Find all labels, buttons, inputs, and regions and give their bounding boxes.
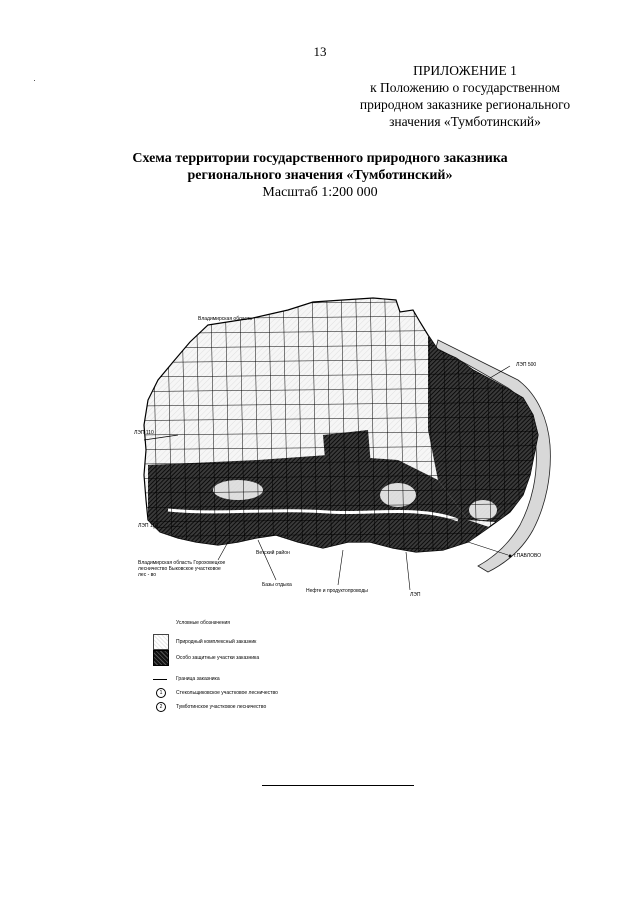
label-vladimir-forestry: Владимирская область Гороховецкое лесничество Быковское участковое лес - во [138,560,226,578]
grid-line-horizontal [138,547,558,551]
scan-speck [34,80,35,81]
label-pavlovo: г.ПАВЛОВО [514,553,542,559]
light-patch-3 [469,500,497,520]
appendix-line-3: значения «Тумботинский» [389,114,541,129]
appendix-line-2: природном заказнике регионального [359,97,571,112]
label-vladimir-region: Владимирская область [198,316,252,322]
legend-label-forestry-1: Стекольщиковское участковое лесничество [176,690,278,696]
legend-circle-1: 1 [156,688,166,698]
label-lep-110-bottom: ЛЭП 110 [138,523,158,529]
territory-map-drawing [138,280,578,600]
legend-label-boundary: Граница заказника [176,676,220,682]
light-patch-2 [380,483,416,507]
label-recreation-base: Базы отдыха [262,582,292,588]
legend-swatch-light [153,634,169,650]
legend-swatch-line [153,679,167,680]
document-heading [60,150,580,201]
legend-label-forestry-2: Тумботинское участковое лесничество [176,704,267,710]
legend-circle-2: 2 [156,702,166,712]
legend-label-reserve: Природный комплексный заказник [176,639,257,645]
label-lep-500: ЛЭП 500 [516,362,537,368]
grid-line-vertical [138,280,144,600]
power-line-south [406,552,410,590]
heading-line-1: Схема территории государственного природного заказника [132,151,508,166]
appendix-title: ПРИЛОЖЕНИЕ 1 [413,63,517,78]
appendix-line-1: к Положению о государственном [370,80,560,95]
map-scale: Масштаб 1:200 000 [262,185,378,200]
legend-title: Условные обозначения [176,620,231,626]
legend-swatch-dark [153,650,169,666]
legend-item-forestry-2 [150,702,350,722]
pipeline-line [338,550,343,585]
grid-line-horizontal [138,286,558,290]
territory-map [134,280,578,600]
appendix-header [330,62,600,130]
footer-rule [262,785,414,786]
label-lep-110-left: ЛЭП 110 [134,430,154,436]
label-lep-bottom: ЛЭП [410,592,421,598]
page-number: 13 [313,44,327,59]
label-vetchiy-rayon: Ветский район [256,550,290,556]
light-patch-1 [213,480,263,500]
heading-line-2: регионального значения «Тумботинский» [187,168,453,183]
recreation-line [258,540,276,580]
legend-label-protected: Особо защитные участки заказника [176,655,260,661]
legend-item-protected [150,650,350,670]
label-pipeline: Нефте и продуктопроводы [306,588,368,594]
pavlovo-marker [509,555,512,558]
